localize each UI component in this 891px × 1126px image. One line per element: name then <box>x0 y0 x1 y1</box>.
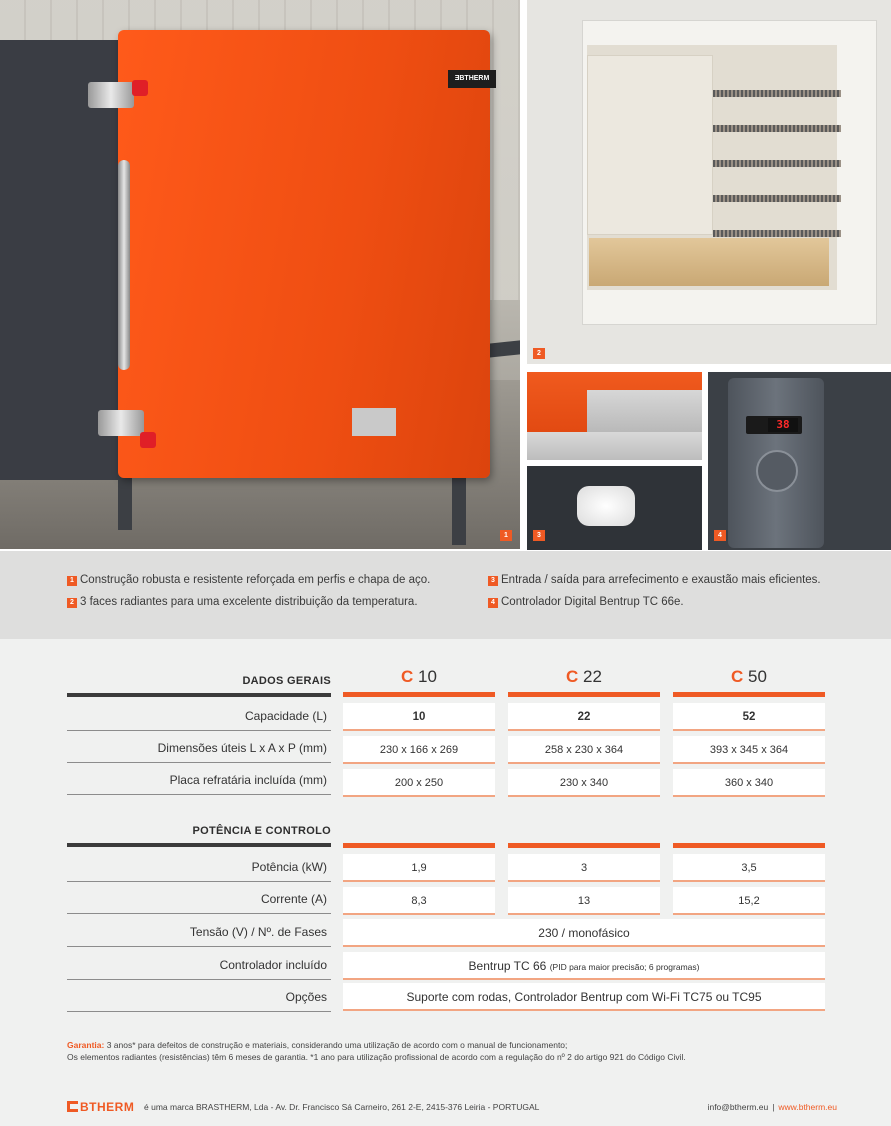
vent-plug <box>577 486 635 526</box>
section-title-power: POTÊNCIA E CONTROLO <box>192 825 331 837</box>
controller-dial <box>756 450 798 492</box>
features-band <box>0 551 891 639</box>
model-header: C 22 <box>566 667 602 686</box>
feature-item: 3 Entrada / saída para arrefecimento e exaustão mais eficientes. <box>488 572 821 588</box>
photo-oven-interior <box>527 0 891 364</box>
website-link[interactable]: www.btherm.eu <box>778 1102 837 1112</box>
table-cell: 230 x 340 <box>508 769 660 797</box>
row-label: Capacidade (L) <box>67 701 331 731</box>
feature-item: 2 3 faces radiantes para uma excelente distribuição da temperatura. <box>67 594 418 610</box>
table-cell: 393 x 345 x 364 <box>673 736 825 764</box>
feature-item: 4 Controlador Digital Bentrup TC 66e. <box>488 594 684 610</box>
photo-vent-detail <box>527 372 702 460</box>
table-cell: 8,3 <box>343 887 495 915</box>
photo-badge: 1 <box>500 530 512 541</box>
model-header: C 10 <box>401 667 437 686</box>
table-cell-wide: 230 / monofásico <box>343 919 825 947</box>
footer <box>67 1100 837 1116</box>
table-cell: 15,2 <box>673 887 825 915</box>
warranty-note: Garantia: 3 anos* para defeitos de construção e materiais, considerando uma utilização de acordo com o manual de funcionamento; Os elementos radiantes (resistências) têm 6 meses de garantia. *1 ano para utilização profissional de acordo com a regulação do nº 2 do artigo 921 do Código Civil. <box>67 1040 686 1062</box>
oven-door <box>118 30 490 478</box>
table-cell: 3,5 <box>673 854 825 882</box>
row-label: Corrente (A) <box>67 884 331 914</box>
row-label: Controlador incluído <box>67 950 331 980</box>
table-cell-wide: Bentrup TC 66 (PID para maior precisão; 6 programas) <box>343 952 825 980</box>
photo-badge: 4 <box>714 530 726 541</box>
photo-controller <box>708 372 891 550</box>
table-cell: 22 <box>508 703 660 731</box>
table-cell: 13 <box>508 887 660 915</box>
row-label: Tensão (V) / Nº. de Fases <box>67 917 331 947</box>
photo-badge: 3 <box>533 530 545 541</box>
table-cell: 360 x 340 <box>673 769 825 797</box>
table-cell: 10 <box>343 703 495 731</box>
section-title-general: DADOS GERAIS <box>242 675 331 687</box>
spec-table <box>0 639 891 1019</box>
table-cell: 1,9 <box>343 854 495 882</box>
row-label: Potência (kW) <box>67 852 331 882</box>
contact-links: info@btherm.eu | www.btherm.eu <box>707 1102 837 1112</box>
table-cell: 52 <box>673 703 825 731</box>
controller-display: 38 <box>768 418 798 432</box>
table-cell: 3 <box>508 854 660 882</box>
table-cell-wide: Suporte com rodas, Controlador Bentrup com Wi-Fi TC75 ou TC95 <box>343 983 825 1011</box>
photo-badge: 2 <box>533 348 545 359</box>
photo-oven-front <box>0 0 520 549</box>
email-link[interactable]: info@btherm.eu <box>707 1102 769 1112</box>
model-header: C 50 <box>731 667 767 686</box>
row-label: Opções <box>67 982 331 1012</box>
table-cell: 230 x 166 x 269 <box>343 736 495 764</box>
oven-logo: ƎBTHERM <box>448 70 496 88</box>
company-address: é uma marca BRASTHERM, Lda - Av. Dr. Francisco Sá Carneiro, 261 2-E, 2415-376 Leiria - PORTUGAL <box>144 1102 540 1112</box>
photo-vent-plug <box>527 466 702 550</box>
row-label: Placa refratária incluída (mm) <box>67 765 331 795</box>
table-cell: 258 x 230 x 364 <box>508 736 660 764</box>
table-cell: 200 x 250 <box>343 769 495 797</box>
brand-logo: BTHERM <box>67 1100 134 1114</box>
brand-mark-icon <box>67 1101 78 1112</box>
door-handle <box>118 160 130 370</box>
refractory-plate <box>589 238 829 286</box>
row-label: Dimensões úteis L x A x P (mm) <box>67 733 331 763</box>
feature-item: 1 Construção robusta e resistente reforçada em perfis e chapa de aço. <box>67 572 430 588</box>
photo-gallery <box>0 0 891 551</box>
